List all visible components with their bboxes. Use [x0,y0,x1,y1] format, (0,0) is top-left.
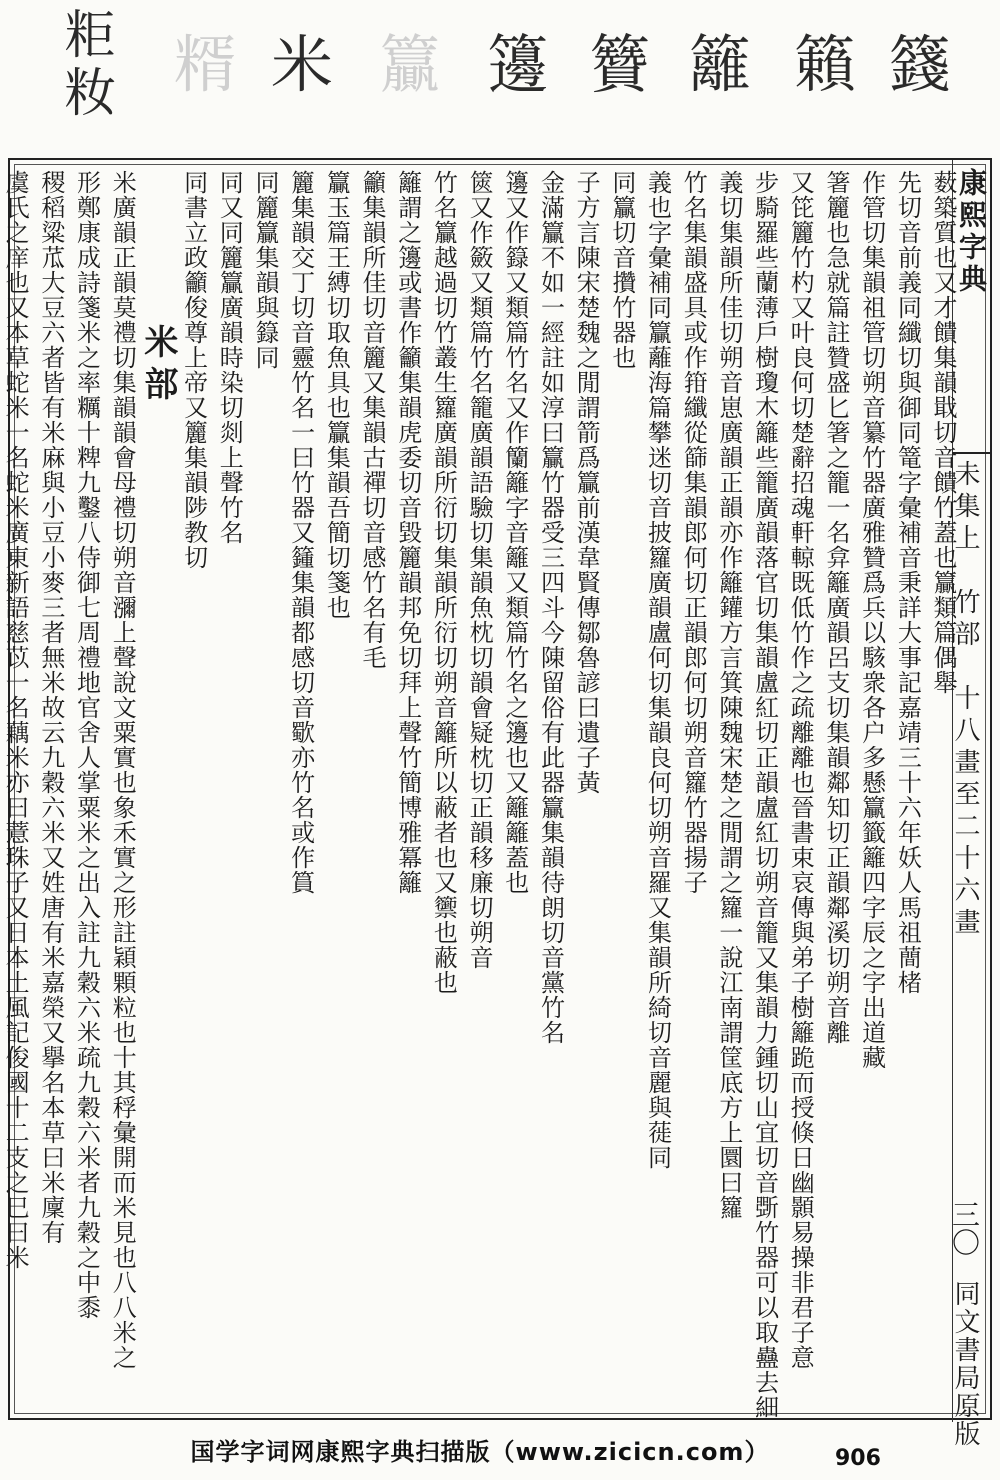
seal-char-8: 籟 [793,28,856,101]
text-column-11: 子方言陳宋楚魏之閒謂箭爲籯前漢韋賢傳鄒魯諺曰遺子黃 [572,170,601,795]
publisher-label: 同文書局原版 [950,1280,980,1448]
seal-char-1 [50,6,130,124]
text-column-1: 薮築質也又才饋集韻戢切音饋竹蓋也籯類篇偶舉 [929,170,957,695]
book-title: 康熙字典 [955,168,988,296]
text-column-19: 籭集韻交丁切音靈竹名一曰竹器又籦集韻都感切音歜亦竹名或作篔 [286,170,315,895]
text-column-13: 籩又作籙又類篇竹名又作籣籬字音籬又類篇竹名之籩也又籬籬蓋也 [500,170,529,895]
text-column-5: 又笓籭竹杓又叶良何切楚辭招魂軒輬既低竹作之疏離離也晉書束哀傳與弟子樹籬跪而授倏日幽顥易操非君子意 [786,170,815,1370]
text-column-27: 虞氏之庠也又本草蛇米一名蛇米廣東新語慈苡一名藕米亦曰薏珠子又日本土風記俊國十二支之巳曰米 [1,170,30,1270]
radical-heading: 米部 [137,324,178,408]
seal-char-7: 籬 [688,28,751,101]
dictionary-columns [1,164,960,1420]
page-number: 906 [835,1446,881,1471]
seal-char-5: 籩 [486,28,549,101]
section-label: 未集上 竹部 十八畫至二十六畫 [950,460,980,940]
text-column-10: 同籯切音攢竹器也 [607,170,636,370]
text-column-26: 稷稻粱苽大豆六者皆有米麻與小豆小麥三者無米故云九穀六米又姓唐有米嘉榮又擧名本草曰米廩有 [36,170,65,1245]
seal-char-4: 籯 [378,28,441,101]
seal-char-6: 籫 [588,28,651,101]
text-column-6: 步騎羅些蘭薄戶樹瓊木籬些籠廣韻落官切集韻盧紅切正韻盧紅切朔音籠又集韻力鍾切山宜切音斲竹器可以取蠱去細 [750,170,779,1420]
text-column-24: 米廣韻正韻莫禮切集韻韻會母禮切朔音瀰上聲說文粟實也象禾實之形註穎顆粒也十其稃彙開而米見也八八米之 [108,170,137,1370]
text-column-2: 先切音前義同纖切與御同篭字彙補音秉詳大事記嘉靖三十六年妖人馬祖蕳楮 [893,170,922,995]
text-column-16: 籬謂之籩或書作籲集韻虎委切音毀籭韻邦免切拜上聲竹簡博雅冪籬 [393,170,422,895]
text-column-4: 箸籭也急就篇註贊盛匕箸之籠一名弇籬廣韻呂支切集韻鄰知切正韻鄰溪切朔音離 [821,170,850,1045]
text-column-22: 同書立政籲俊尊上帝又籭集韻陟教切 [179,170,208,570]
seal-char-9: 籛 [888,28,951,101]
text-column-20: 同籭籯集韻與籙同 [250,170,279,370]
text-column-17: 籲集韻所佳切音籭又集韻古禪切音感竹名有毛 [358,170,386,670]
text-column-7: 義切集韻所佳切朔音崽廣韻正韻亦作籬鑵方言箕陳魏宋楚之閒謂之籮一說江南謂筐底方上圜曰籮 [714,170,743,1220]
seal-char-1-top: 粔 [63,6,116,66]
text-column-12: 金滿籯不如一經註如淳曰籯竹器受三四斗今陳留俗有此器籯集韻待朗切音黨竹名 [536,170,565,1045]
text-column-21: 同又同籭籯廣韻時染切剡上聲竹名 [215,170,244,545]
text-column-3: 作管切集韻祖管切朔音纂竹器廣雅贊爲兵以駭衆各户多懸籯籤籬四字辰之字出道藏 [857,170,886,1070]
text-column-18: 籯玉篇王縛切取魚具也籯集韻吾簡切箋也 [322,170,351,620]
text-column-8: 竹名集韻盛具或作箝纖從篩集韻郎何切正韻郎何切朔音籮竹器揚子 [679,170,708,895]
text-column-25: 形鄭康成詩箋米之率糲十粺九鑿八侍御七周禮地官舍人掌粟米之出入註九穀六米疏九穀六米者九穀之中黍 [72,170,101,1320]
site-watermark: 国学字词网康熙字典扫描版（www.zicicn.com） [190,1438,770,1466]
seal-script-header [0,0,1000,150]
text-column-9: 義也字彙補同籯蘺海篇攀迷切音披籮廣韻盧何切集韻良何切朔音羅又集韻所綺切音麗與蓰同 [643,170,672,1170]
seal-char-3: 米 [270,28,333,101]
margin-page-label: 三〇 [948,1200,981,1256]
text-column-14: 篋又作籢又類篇竹名籠廣韻語驗切集韻魚枕切韻會疑枕切正韻移廉切朔音 [465,170,494,970]
seal-char-2: 糈 [173,28,236,101]
page-frame [1,158,992,1448]
text-column-15: 竹名籯越過切竹叢生籮廣韻所衍切集韻所衍切朔音籬所以蔽者也又籞也蔽也 [429,170,458,995]
seal-char-1-bottom: 籹 [63,64,116,124]
